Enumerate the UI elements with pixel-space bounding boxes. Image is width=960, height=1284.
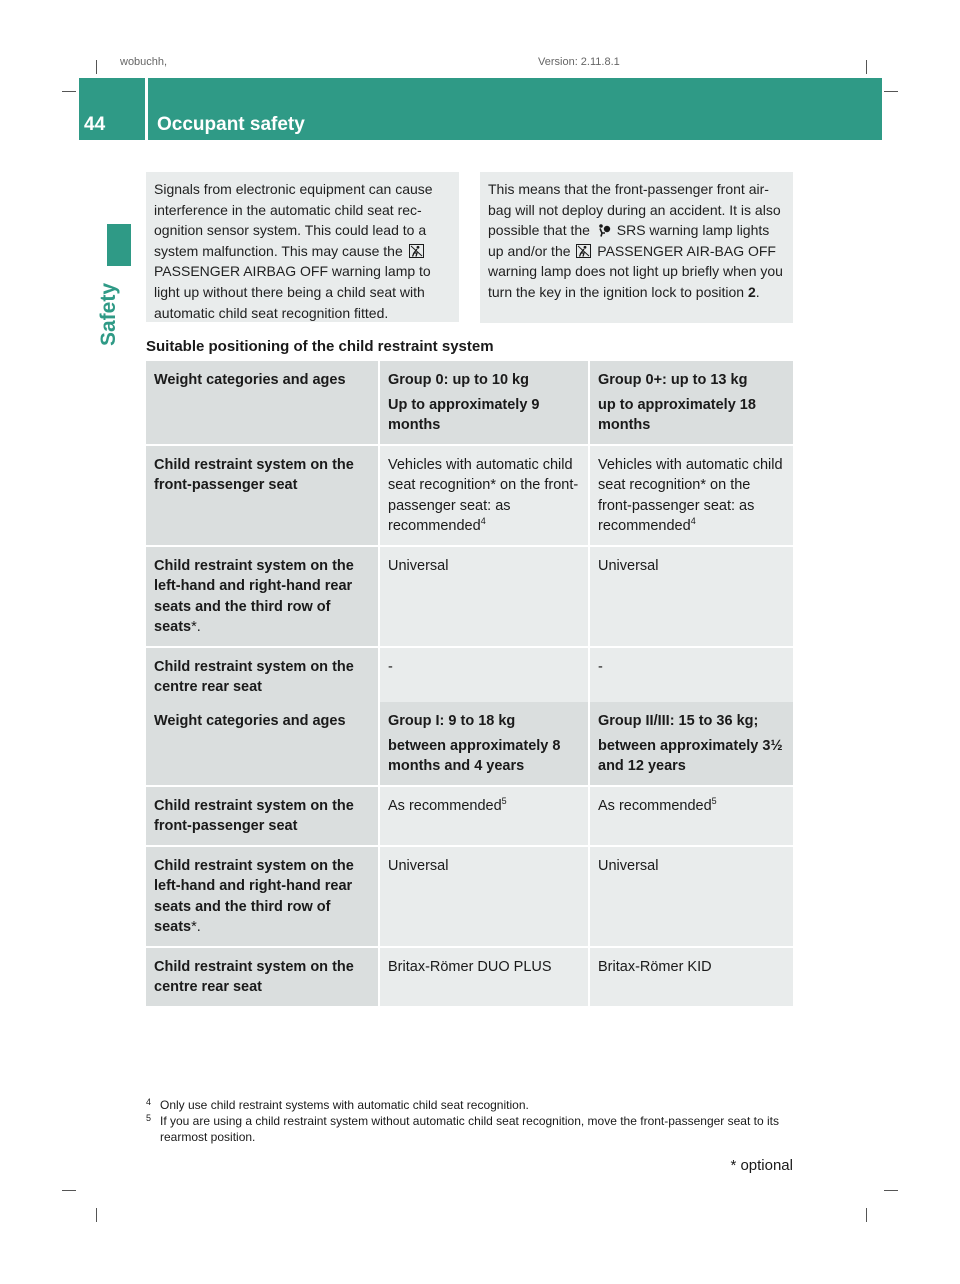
table-row: [146, 546, 793, 647]
group-age: between approximately 3½ and 12 years: [598, 737, 783, 774]
section-title: Occupant safety: [157, 114, 305, 135]
srs-warning-icon: [596, 223, 611, 237]
row-label: Child restraint system on the centre rear seat: [146, 947, 379, 1007]
header-group-0plus: [589, 361, 793, 445]
group-title: Group 0+: up to 13 kg: [598, 372, 748, 388]
footnote-mark: 5: [146, 1113, 152, 1123]
page-number: 44: [84, 114, 106, 135]
crop-mark: [62, 1190, 76, 1191]
row-label: Child restraint system on the front-passenger seat: [146, 786, 379, 846]
note-text-end: .: [755, 283, 760, 300]
print-file-label: wobuchh,: [120, 56, 168, 68]
crop-mark: [96, 1208, 97, 1222]
footnote-ref: 4: [480, 516, 486, 526]
table-header-row: [146, 361, 793, 445]
table-cell: [379, 786, 589, 846]
note-box-interference: [146, 172, 459, 322]
note-text: This means that the front-passenger front air-bag will not deploy during an accident. It is also possible that the: [488, 181, 781, 239]
header-divider: [145, 78, 148, 140]
row-label-text: Child restraint system on the left-hand and right-hand rear seats and the third row of seats: [154, 557, 354, 635]
note-text: SRS warning lamp lights up and/or the: [488, 222, 770, 259]
subheading: Suitable positioning of the child restraint system: [146, 338, 494, 355]
footnotes: [146, 1097, 796, 1145]
crop-mark: [866, 1208, 867, 1222]
note-text: PASSENGER AIRBAG OFF warning lamp to light up without there being a child seat with automatic child seat recognition fitted.: [154, 263, 431, 321]
table-header-row: [146, 702, 793, 786]
table-cell: Britax-Römer KID: [589, 947, 793, 1007]
footnote-ref: 4: [690, 516, 696, 526]
table-row: [146, 445, 793, 546]
table-cell: [589, 445, 793, 546]
passenger-airbag-off-icon: [409, 244, 424, 258]
row-label: Child restraint system on the centre rear seat: [146, 647, 379, 707]
table-cell: Britax-Römer DUO PLUS: [379, 947, 589, 1007]
table-row: [146, 947, 793, 1007]
table-cell: [379, 445, 589, 546]
table-cell: Universal: [379, 546, 589, 647]
child-restraint-table-group-0: [146, 361, 793, 708]
row-label-text: Child restraint system on the left-hand and right-hand rear seats and the third row of seats: [154, 857, 354, 935]
note-text: Signals from electronic equipment can cause interference in the automatic child seat rec-ognition sensor system. This could lead to a system malfunction. This may cause the: [154, 181, 433, 259]
crop-mark: [866, 60, 867, 74]
group-age: between approximately 8 months and 4 years: [388, 737, 561, 774]
header-group-2-3: [589, 702, 793, 786]
optional-note: * optional: [730, 1157, 793, 1174]
note-box-airbag: [480, 172, 793, 323]
group-age: up to approximately 18 months: [598, 396, 756, 433]
table-cell: -: [379, 647, 589, 707]
footnote-ref: 5: [711, 795, 717, 806]
crop-mark: [884, 91, 898, 92]
footnote: [146, 1113, 796, 1145]
group-title: Group 0: up to 10 kg: [388, 372, 529, 388]
header-group-1: [379, 702, 589, 786]
optional-marker: *.: [191, 919, 201, 935]
side-section-label: Safety: [97, 282, 120, 346]
cell-text: As recommended: [388, 797, 502, 814]
row-label: [146, 546, 379, 647]
note-text: PASSENGER AIR-BAG OFF warning lamp does not light up briefly when you turn the key in the ignition lock to position: [488, 242, 783, 300]
cell-text: Vehicles with automatic child seat recognition* on the front-passenger seat: as recommended: [598, 456, 783, 534]
crop-mark: [62, 91, 76, 92]
footnote-ref: 5: [501, 795, 507, 806]
footnote-text: If you are using a child restraint system without automatic child seat recognition, move the front-passenger seat to its rearmost position.: [160, 1114, 779, 1144]
table-row: [146, 647, 793, 707]
optional-marker: *.: [191, 619, 201, 635]
table-cell: Universal: [589, 846, 793, 947]
table-cell: [589, 786, 793, 846]
footnote-mark: 4: [146, 1097, 152, 1107]
footnote: [146, 1097, 796, 1113]
crop-mark: [884, 1190, 898, 1191]
table-row: [146, 846, 793, 947]
row-label: [146, 846, 379, 947]
ignition-position-value: 2: [747, 283, 756, 300]
footnote-text: Only use child restraint systems with automatic child seat recognition.: [160, 1098, 529, 1112]
crop-mark: [96, 60, 97, 74]
table-cell: -: [589, 647, 793, 707]
table-cell: Universal: [589, 546, 793, 647]
row-label: Child restraint system on the front-passenger seat: [146, 445, 379, 546]
cell-text: As recommended: [598, 797, 712, 814]
passenger-airbag-off-icon: [576, 244, 591, 258]
group-title: Group II/III: 15 to 36 kg;: [598, 713, 759, 729]
header-weight-categories: Weight categories and ages: [146, 702, 379, 786]
group-title: Group I: 9 to 18 kg: [388, 713, 516, 729]
table-row: [146, 786, 793, 846]
table-cell: Universal: [379, 846, 589, 947]
header-weight-categories: Weight categories and ages: [146, 361, 379, 445]
header-group-0: [379, 361, 589, 445]
group-age: Up to approximately 9 months: [388, 396, 540, 433]
print-version-label: Version: 2.11.8.1: [538, 56, 620, 68]
side-tab-block: [107, 224, 131, 266]
child-restraint-table-group-1: [146, 702, 793, 1008]
cell-text: Vehicles with automatic child seat recognition* on the front-passenger seat: as recommended: [388, 456, 579, 534]
